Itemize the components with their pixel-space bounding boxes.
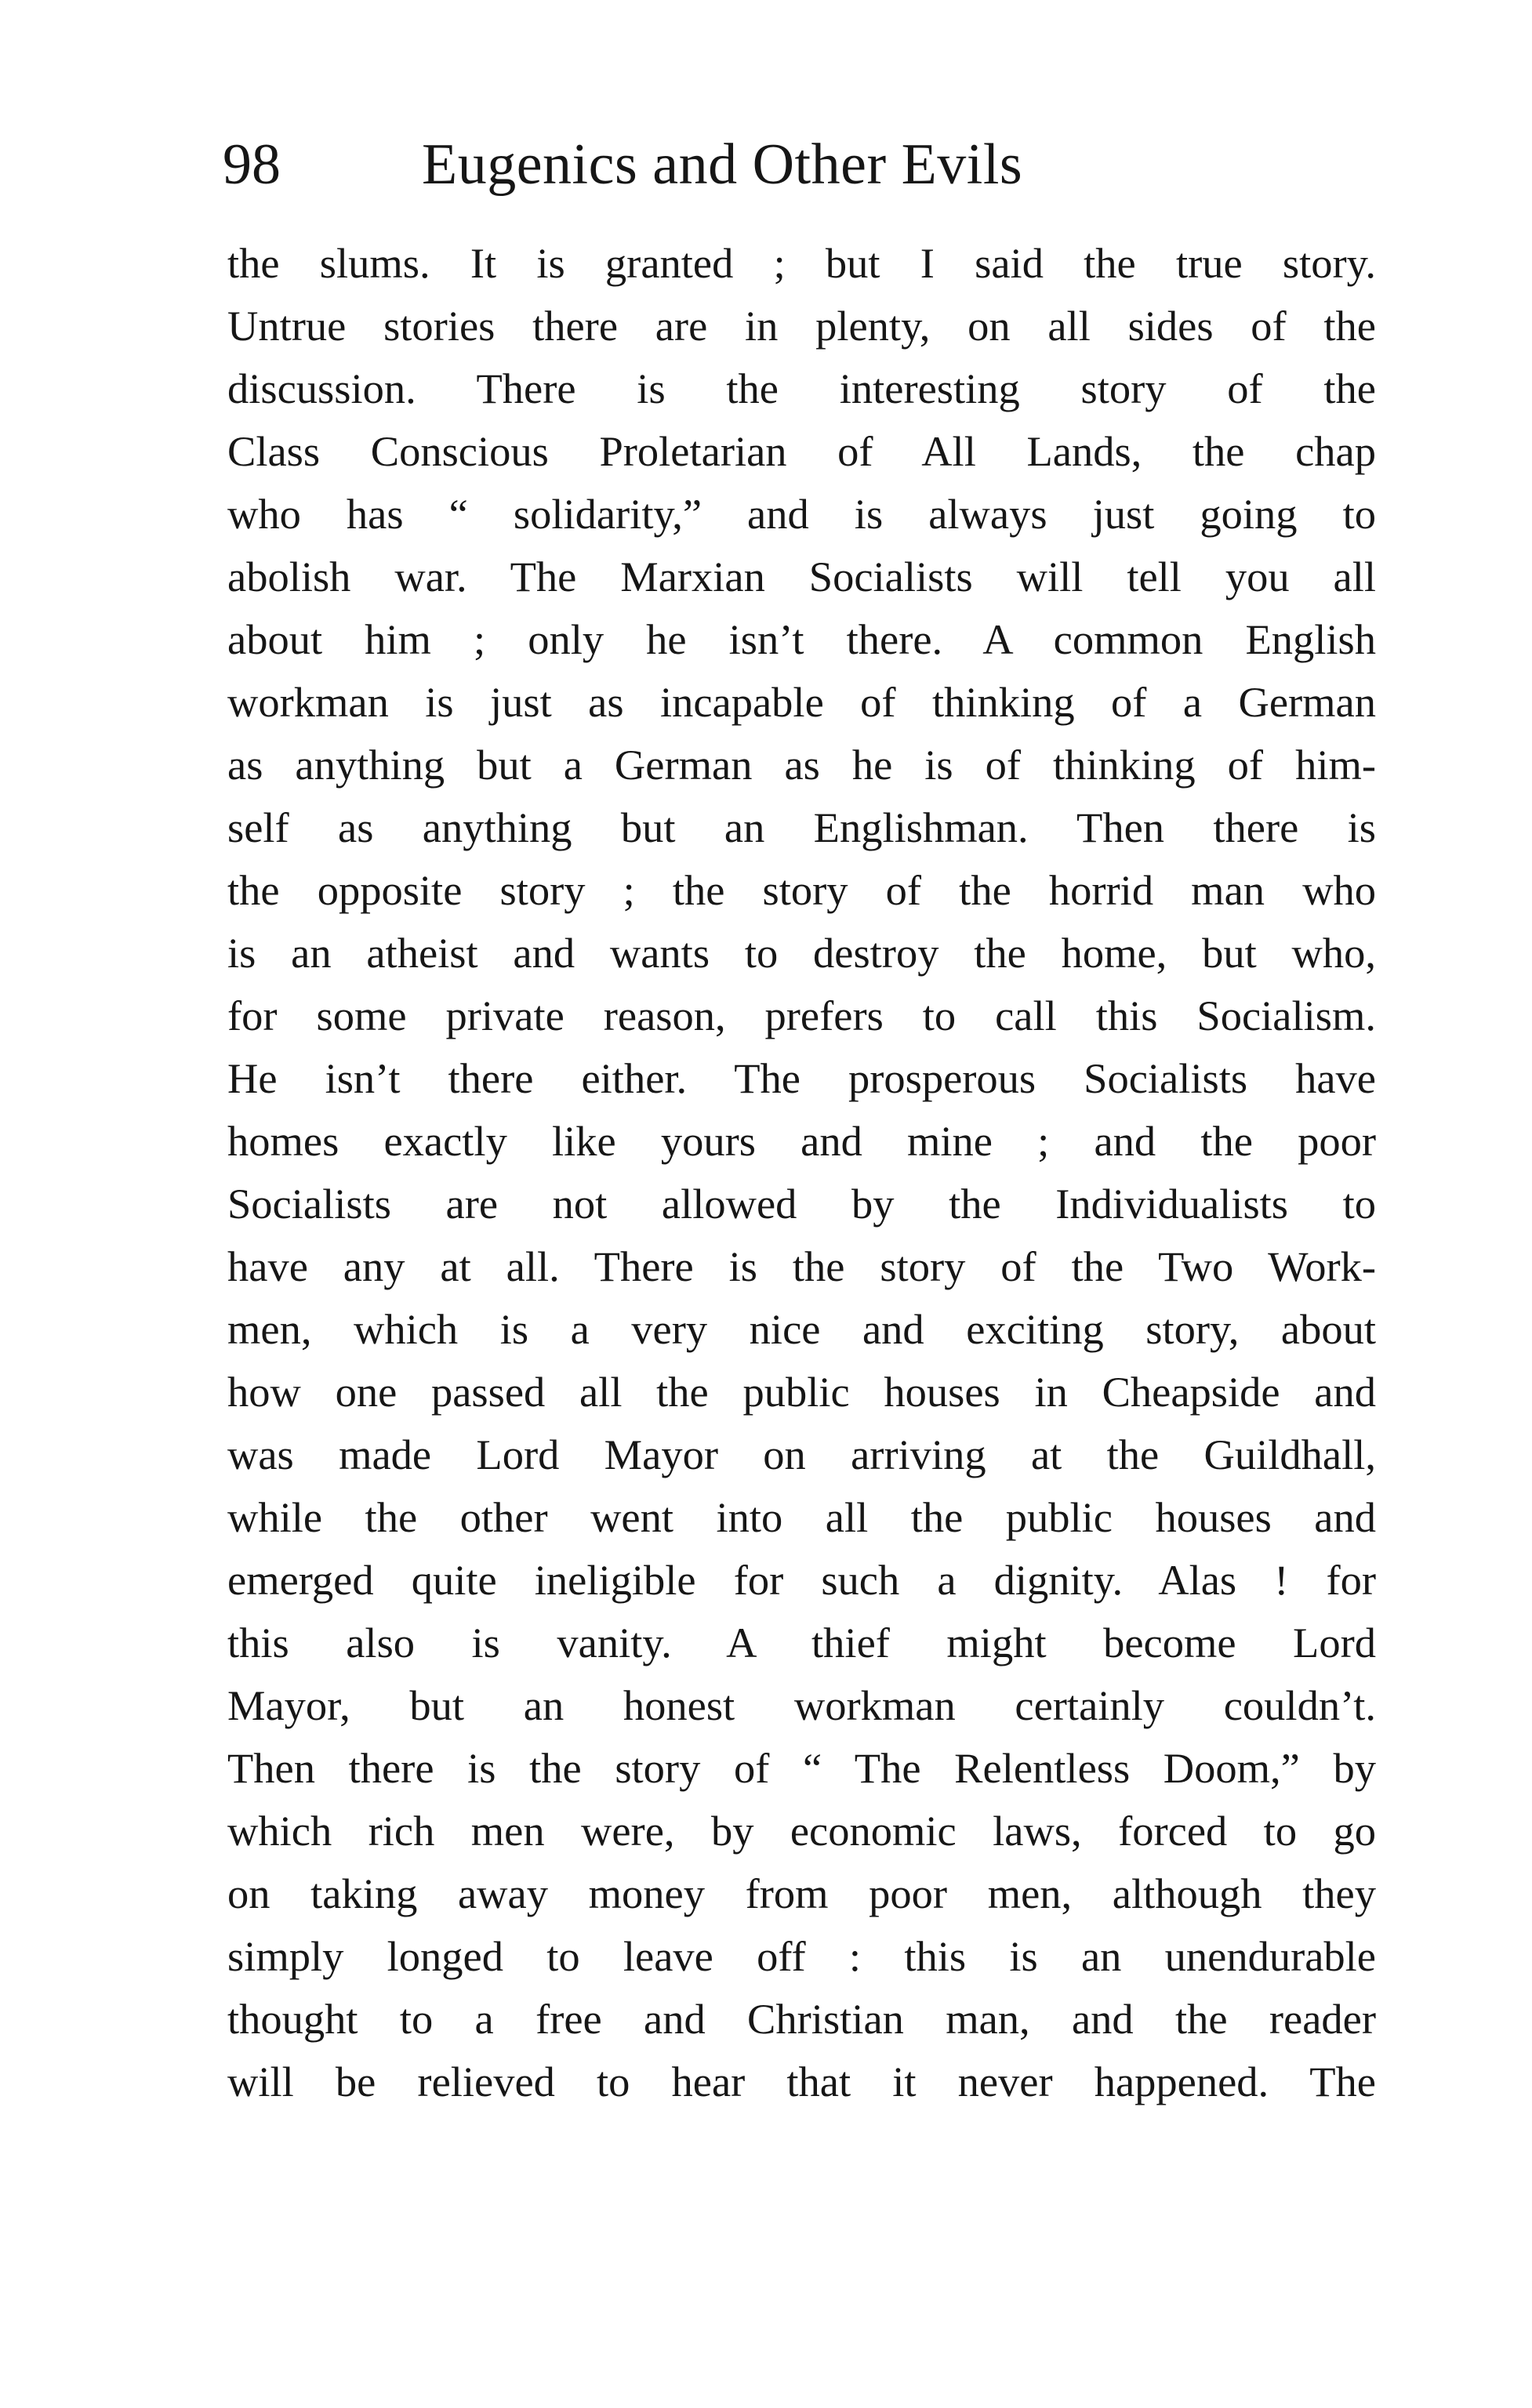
text-line: simply longed to leave off : this is an unendurable: [227, 1932, 1376, 1980]
text-line: discussion. There is the interesting story of the: [227, 364, 1376, 412]
text-line: self as anything but an Englishman. Then there is: [227, 803, 1376, 851]
text-line: was made Lord Mayor on arriving at the Guildhall,: [227, 1431, 1376, 1478]
text-line: this also is vanity. A thief might become Lord: [227, 1619, 1376, 1666]
text-line: abolish war. The Marxian Socialists will tell you all: [227, 553, 1376, 600]
text-line: Socialists are not allowed by the Individualists to: [227, 1180, 1376, 1228]
text-line: who has “ solidarity,” and is always just going to: [227, 490, 1376, 538]
text-line: have any at all. There is the story of the Two Work-: [227, 1242, 1376, 1290]
text-line: which rich men were, by economic laws, forced to go: [227, 1807, 1376, 1855]
text-line: on taking away money from poor men, although they: [227, 1869, 1376, 1917]
text-line: workman is just as incapable of thinking of a German: [227, 678, 1376, 726]
running-title: Eugenics and Other Evils: [422, 132, 1023, 197]
text-line: thought to a free and Christian man, and the reader: [227, 1995, 1376, 2043]
text-line: how one passed all the public houses in Cheapside and: [227, 1368, 1376, 1416]
text-line: will be relieved to hear that it never happened. The: [227, 2058, 1376, 2105]
text-line: emerged quite ineligible for such a dignity. Alas ! for: [227, 1556, 1376, 1604]
page-header: [223, 118, 1399, 212]
text-line: the opposite story ; the story of the horrid man who: [227, 866, 1376, 914]
text-line: about him ; only he isn’t there. A common English: [227, 615, 1376, 663]
text-line: homes exactly like yours and mine ; and the poor: [227, 1117, 1376, 1165]
text-line: as anything but a German as he is of thinking of him-: [227, 741, 1376, 789]
text-line: Class Conscious Proletarian of All Lands, the chap: [227, 427, 1376, 475]
text-line: while the other went into all the public houses and: [227, 1493, 1376, 1541]
text-line: Mayor, but an honest workman certainly couldn’t.: [227, 1681, 1376, 1729]
text-line: for some private reason, prefers to call this Socialism.: [227, 992, 1376, 1039]
text-line: men, which is a very nice and exciting story, about: [227, 1305, 1376, 1353]
text-line: the slums. It is granted ; but I said the true story.: [227, 239, 1376, 287]
text-line: He isn’t there either. The prosperous Socialists have: [227, 1054, 1376, 1102]
text-line: Untrue stories there are in plenty, on all sides of the: [227, 302, 1376, 350]
page-number: 98: [223, 132, 281, 197]
text-line: is an atheist and wants to destroy the home, but who,: [227, 929, 1376, 977]
body-text: [227, 232, 1376, 2113]
text-line: Then there is the story of “ The Relentless Doom,” by: [227, 1744, 1376, 1792]
